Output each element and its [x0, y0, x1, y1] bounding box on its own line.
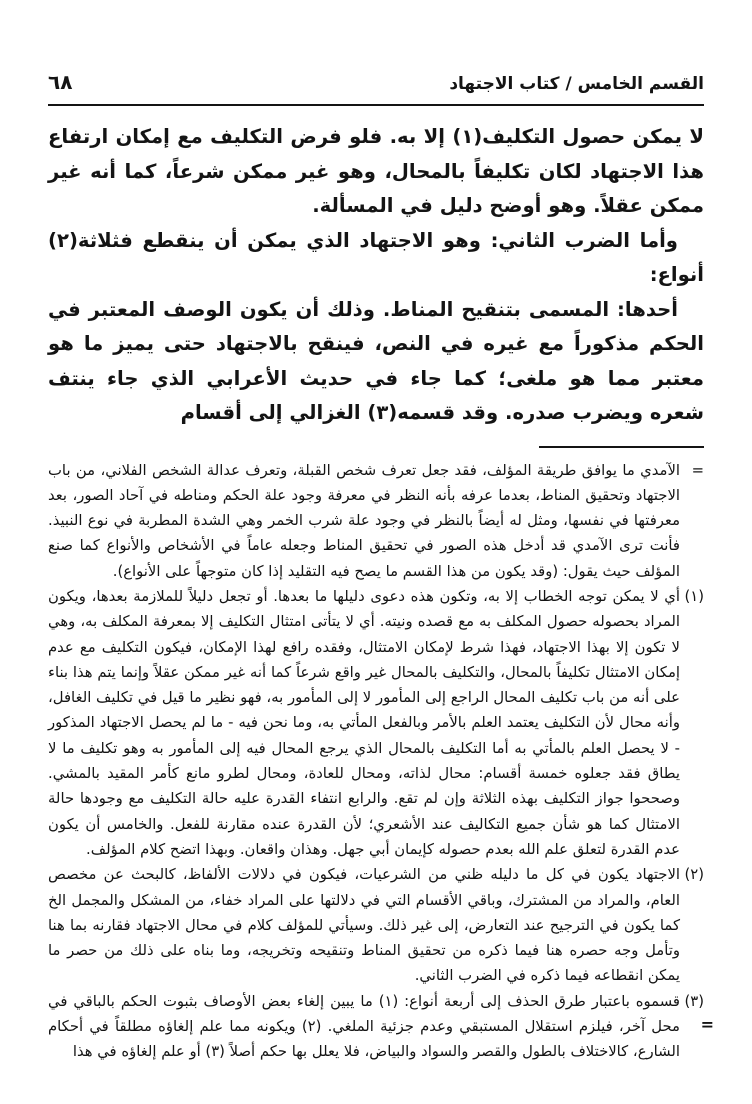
footnote-number: (٣)	[684, 992, 704, 1010]
footnote-text: قسموه باعتبار طرق الحذف إلى أربعة أنواع: (١) ما يبين إلغاء بعض الأوصاف بثبوت الحكم بالباقي في محل آخر، فيلزم استقلال المستبقي وعدم جزئية الملغي. (٢) ويكونه مما علم إلغاؤه مطلقاً في أحكام الشارع، كالاختلاف بالطول والقصر والسواد والبياض، فلا يعلل بها حكم أصلاً (٣) أو علم إلغاؤه في هذا	[48, 992, 680, 1061]
footnote-separator	[539, 446, 704, 448]
footnote-1	[48, 584, 704, 862]
footnote-continuation	[48, 458, 704, 584]
footnote-text: أي لا يمكن توجه الخطاب إلا به، وتكون هذه دعوى دليلها ما بعدها. أو تجعل دليلاً للملازمة بعدها، ويكون المراد بحصوله حصول المكلف به مع قصده ونيته. أي لا يتأتى امتثال التكليف إلا بمعرفة المكلف به، وهي لا تكون إلا بهذا الاجتهاد، فهذا شرط لإمكان الامتثال، وفقده رافع لهذا الإمكان، فيكون التكليف مع عدم إمكان الامتثال تكليفاً بالمحال، والتكليف بالمحال غير واقع شرعاً كما أنه غير ممكن عقلاً وإنما يتم هذا بناء على أنه من باب تكليف المحال الراجع إلى المأمور لا إلى المأمور به، فهو نظير ما قيل في تكليف الغافل، وأنه محال لأن التكليف يعتمد العلم بالأمر وبالفعل المأتي به، وما نحن فيه - ما لم يحصل الاجتهاد المذكور - لا يحصل العلم بالمأتي به أما التكليف بالمحال الذي يرجع المحال فيه إلى المأمور به وهو تكليف ما لا يطاق فقد جعلوه خمسة أقسام: محال لذاته، ومحال للعادة، ومحال لطرو مانع كأمر المقيد بالمشي. وصححوا جواز التكليف بهذه الثلاثة وإن لم تقع. والرابع انتفاء القدرة عليه حالة التكليف مع وجودها حالة الامتثال كما هو شأن جميع التكاليف عند الأشعري؛ لأن القدرة عنده مقارنة للفعل. والخامس أن يكون عدم القدرة لتعلق علم الله بعدم حصوله كإيمان أبي جهل. وهذان واقعان. وبهذا اتضح كلام المؤلف.	[48, 587, 680, 858]
body-paragraph-1: لا يمكن حصول التكليف(١) إلا به. فلو فرض التكليف مع إمكان ارتفاع هذا الاجتهاد لكان تكليفاً بالمحال، وهو غير ممكن شرعاً، كما أنه غير ممكن عقلاً. وهو أوضح دليل في المسألة.	[48, 125, 704, 217]
footnotes	[48, 458, 704, 1065]
page-header	[48, 70, 704, 106]
main-text	[48, 120, 704, 431]
continuation-mark: =	[691, 461, 704, 479]
page-number: ٦٨	[48, 70, 73, 94]
footnote-3	[48, 989, 704, 1065]
footnote-number: (١)	[684, 587, 704, 605]
continues-mark: =	[700, 1015, 714, 1034]
book-page	[48, 70, 704, 1065]
footnote-2	[48, 862, 704, 988]
body-paragraph-3: أحدها: المسمى بتنقيح المناط. وذلك أن يكون الوصف المعتبر في الحكم مذكوراً مع غيره في النص، فينقح بالاجتهاد حتى يميز ما هو معتبر مما هو ملغى؛ كما جاء في حديث الأعرابي الذي جاء ينتف شعره ويضرب صدره. وقد قسمه(٣) الغزالي إلى أقسام	[48, 297, 704, 424]
running-title: القسم الخامس / كتاب الاجتهاد	[449, 74, 704, 94]
footnote-text: الاجتهاد يكون في كل ما دليله ظني من الشرعيات، فيكون في دلالات الألفاظ، كالبحث عن مخصص العام، والمراد من المشترك، وباقي الأقسام التي في دلالتها على المراد خفاء، من المشكل والمجمل الخ كما يكون في الترجيح عند التعارض، إلى غير ذلك. وسيأتي للمؤلف كلام في محال الاجتهاد فقارنه بما هنا وتأمل وجه حصره هنا فيما ذكره من تحقيق المناط وتنقيحه وتخريجه، وما بناه على ذلك من حصر ما يمكن انقطاعه فيما ذكره في الضرب الثاني.	[48, 866, 680, 985]
footnote-number: (٢)	[684, 866, 704, 884]
footnote-continuation-text: الآمدي ما يوافق طريقة المؤلف، فقد جعل تعرف شخص القبلة، وتعرف عدالة الشخص الفلاني، من باب الاجتهاد وتحقيق المناط، بعدما عرفه بأنه النظر في معرفة وجود علة الحكم ومناطه في آحاد الصور، بعد معرفتها في نفسها، ومثل له أيضاً بالنظر في وجود علة شرب الخمر وهي الشدة المطربة في نوع النبيذ. فأنت ترى الآمدي قد أدخل هذه الصور في تحقيق المناط وجعله عاماً في الأشخاص والأنواع كما صنع المؤلف حيث يقول: (وقد يكون من هذا القسم ما يصح فيه التقليد إذا كان متوجهاً على الأنواع).	[48, 461, 680, 580]
body-paragraph-2: وأما الضرب الثاني: وهو الاجتهاد الذي يمكن أن ينقطع فثلاثة(٢) أنواع:	[48, 228, 704, 286]
